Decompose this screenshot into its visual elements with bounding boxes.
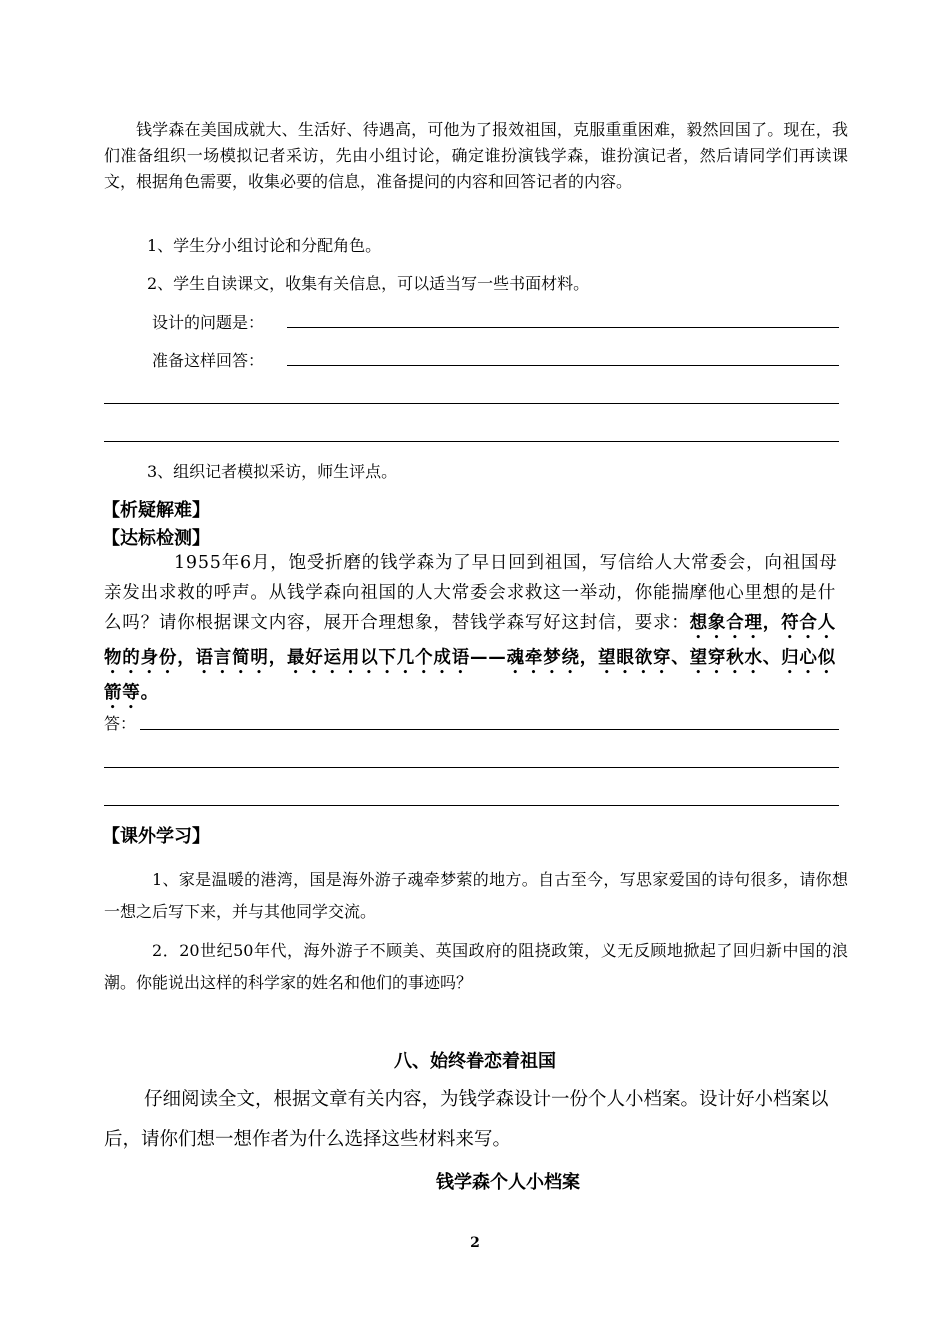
blank-line bbox=[104, 441, 839, 442]
question-answer-line bbox=[287, 327, 839, 328]
step-1: 1、学生分小组讨论和分配角色。 bbox=[147, 236, 382, 255]
blank-line bbox=[104, 403, 839, 404]
prepared-answer-line bbox=[287, 365, 839, 366]
step-2: 2、学生自读课文，收集有关信息，可以适当写一些书面材料。 bbox=[147, 274, 590, 293]
answer-label: 准备这样回答： bbox=[152, 351, 265, 370]
step-3: 3、组织记者模拟采访，师生评点。 bbox=[147, 462, 398, 481]
answer-prefix: 答： bbox=[104, 714, 137, 733]
extra-item-2: 2．20世纪50年代，海外游子不顾美、英国政府的阻挠政策，义无反顾地掀起了回归新中国的浪潮。你能说出这样的科学家的姓名和他们的事迹吗？ bbox=[104, 941, 848, 992]
chapter-paragraph: 仔细阅读全文，根据文章有关内容，为钱学森设计一份个人小档案。设计好小档案以后，请你们想一想作者为什么选择这些材料来写。 bbox=[104, 1089, 829, 1150]
answer-line bbox=[140, 729, 839, 730]
page-number: 2 bbox=[470, 1235, 480, 1251]
profile-title: 钱学森个人小档案 bbox=[436, 1172, 580, 1193]
test-task bbox=[104, 548, 850, 713]
chapter-title: 八、始终眷恋着祖国 bbox=[394, 1051, 556, 1072]
question-label: 设计的问题是： bbox=[152, 313, 265, 332]
answer-line bbox=[104, 805, 839, 806]
section-analysis-heading: 【析疑解难】 bbox=[102, 500, 210, 521]
section-extra-heading: 【课外学习】 bbox=[102, 826, 210, 847]
section-test-heading: 【达标检测】 bbox=[102, 528, 210, 549]
test-task-requirement: 想象合理，符合人物的身份，语言简明，最好运用以下几个成语——魂牵梦绕，望眼欲穿、望穿秋水、归心似箭等。 bbox=[104, 613, 837, 703]
intro-paragraph: 钱学森在美国成就大、生活好、待遇高，可他为了报效祖国，克服重重困难，毅然回国了。现在，我们准备组织一场模拟记者采访，先由小组讨论，确定谁扮演钱学森，谁扮演记者，然后请同学们再读课文，根据角色需要，收集必要的信息，准备提问的内容和回答记者的内容。 bbox=[104, 120, 848, 191]
test-task-text: 1955年6月，饱受折磨的钱学森为了早日回到祖国，写信给人大常委会，向祖国母亲发出求救的呼声。从钱学森向祖国的人大常委会求救这一举动，你能揣摩他心里想的是什么吗？请你根据课文内容，展开合理想象，替钱学森写好这封信，要求： bbox=[104, 553, 838, 633]
answer-line bbox=[104, 767, 839, 768]
extra-item-1: 1、家是温暖的港湾，国是海外游子魂牵梦萦的地方。自古至今，写思家爱国的诗句很多，请你想一想之后写下来，并与其他同学交流。 bbox=[104, 870, 848, 921]
